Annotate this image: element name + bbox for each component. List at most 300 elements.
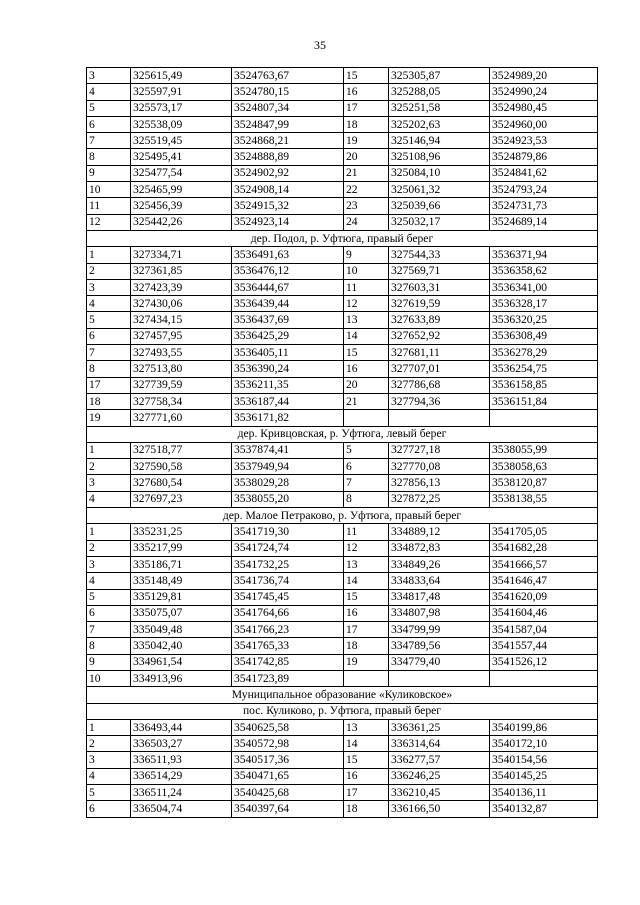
point-number: 5: [87, 589, 131, 605]
x-coordinate: 327771,60: [131, 410, 232, 426]
point-number: 2: [87, 459, 131, 475]
point-number: 11: [344, 524, 389, 540]
y-coordinate: 3541526,12: [490, 654, 598, 670]
y-coordinate: 3524731,73: [490, 198, 598, 214]
y-coordinate: 3541764,66: [232, 605, 344, 621]
x-coordinate: 334872,83: [389, 540, 490, 556]
point-number: 17: [344, 100, 389, 116]
x-coordinate: 335148,49: [131, 573, 232, 589]
y-coordinate: 3536476,12: [232, 263, 344, 279]
point-number: 7: [87, 345, 131, 361]
x-coordinate: 327569,71: [389, 263, 490, 279]
x-coordinate: 325615,49: [131, 68, 232, 84]
y-coordinate: 3538055,20: [232, 491, 344, 507]
x-coordinate: 327430,06: [131, 296, 232, 312]
point-number: 13: [344, 719, 389, 735]
y-coordinate: 3540145,25: [490, 768, 598, 784]
y-coordinate: 3524902,92: [232, 165, 344, 181]
x-coordinate: 334889,12: [389, 524, 490, 540]
point-number: 12: [344, 296, 389, 312]
y-coordinate: 3536439,44: [232, 296, 344, 312]
table-row: [87, 214, 598, 230]
y-coordinate: 3524989,20: [490, 68, 598, 84]
y-coordinate: 3536320,25: [490, 312, 598, 328]
table-row: [87, 638, 598, 654]
point-number: 3: [87, 556, 131, 572]
table-row: [87, 540, 598, 556]
point-number: 6: [87, 116, 131, 132]
y-coordinate: 3540132,87: [490, 801, 598, 817]
y-coordinate: 3538055,99: [490, 442, 598, 458]
y-coordinate: 3524807,34: [232, 100, 344, 116]
table-row: [87, 328, 598, 344]
x-coordinate: 325465,99: [131, 182, 232, 198]
y-coordinate: 3536151,84: [490, 393, 598, 409]
point-number: 20: [344, 149, 389, 165]
point-number: 5: [87, 312, 131, 328]
point-number: 4: [87, 84, 131, 100]
x-coordinate: 327334,71: [131, 247, 232, 263]
point-number: 24: [344, 214, 389, 230]
point-number: 15: [344, 68, 389, 84]
y-coordinate: 3536328,17: [490, 296, 598, 312]
point-number: 13: [344, 556, 389, 572]
y-coordinate: 3541736,74: [232, 573, 344, 589]
table-row: [87, 263, 598, 279]
table-row: [87, 84, 598, 100]
y-coordinate: 3541766,23: [232, 622, 344, 638]
y-coordinate: 3541742,85: [232, 654, 344, 670]
x-coordinate: 325108,96: [389, 149, 490, 165]
y-coordinate: 3524960,00: [490, 116, 598, 132]
x-coordinate: 327652,92: [389, 328, 490, 344]
x-coordinate: 336246,25: [389, 768, 490, 784]
x-coordinate: 327544,33: [389, 247, 490, 263]
y-coordinate: 3540572,98: [232, 736, 344, 752]
x-coordinate: 327513,80: [131, 361, 232, 377]
y-coordinate: 3524763,67: [232, 68, 344, 84]
x-coordinate: 327770,08: [389, 459, 490, 475]
point-number: [344, 670, 389, 686]
x-coordinate: 327707,01: [389, 361, 490, 377]
point-number: 17: [344, 785, 389, 801]
y-coordinate: 3541666,57: [490, 556, 598, 572]
page-number: 35: [314, 38, 326, 52]
point-number: 15: [344, 345, 389, 361]
point-number: 16: [344, 361, 389, 377]
y-coordinate: 3536254,75: [490, 361, 598, 377]
x-coordinate: 327856,13: [389, 475, 490, 491]
x-coordinate: 325597,91: [131, 84, 232, 100]
table-row: [87, 459, 598, 475]
y-coordinate: 3541732,25: [232, 556, 344, 572]
table-row: [87, 377, 598, 393]
x-coordinate: 325442,26: [131, 214, 232, 230]
x-coordinate: 334789,56: [389, 638, 490, 654]
point-number: 8: [87, 361, 131, 377]
y-coordinate: 3541723,89: [232, 670, 344, 686]
point-number: 2: [87, 263, 131, 279]
table-row: [87, 312, 598, 328]
point-number: 11: [344, 279, 389, 295]
x-coordinate: 327619,59: [389, 296, 490, 312]
y-coordinate: 3541620,09: [490, 589, 598, 605]
y-coordinate: 3540471,65: [232, 768, 344, 784]
x-coordinate: 325251,58: [389, 100, 490, 116]
y-coordinate: [490, 410, 598, 426]
point-number: 6: [344, 459, 389, 475]
point-number: 15: [344, 752, 389, 768]
y-coordinate: 3538058,63: [490, 459, 598, 475]
y-coordinate: 3541745,45: [232, 589, 344, 605]
x-coordinate: 334799,99: [389, 622, 490, 638]
y-coordinate: 3524879,86: [490, 149, 598, 165]
x-coordinate: 327603,31: [389, 279, 490, 295]
point-number: 17: [87, 377, 131, 393]
y-coordinate: 3536278,29: [490, 345, 598, 361]
table-row: [87, 605, 598, 621]
y-coordinate: 3536171,82: [232, 410, 344, 426]
point-number: 23: [344, 198, 389, 214]
table-row: [87, 719, 598, 735]
y-coordinate: 3536158,85: [490, 377, 598, 393]
table-row: [87, 442, 598, 458]
point-number: 1: [87, 524, 131, 540]
x-coordinate: 325288,05: [389, 84, 490, 100]
point-number: 5: [87, 785, 131, 801]
x-coordinate: 334833,64: [389, 573, 490, 589]
y-coordinate: 3541604,46: [490, 605, 598, 621]
point-number: 4: [87, 491, 131, 507]
x-coordinate: 327680,54: [131, 475, 232, 491]
section-row: [87, 508, 598, 524]
y-coordinate: 3540172,10: [490, 736, 598, 752]
x-coordinate: 327872,25: [389, 491, 490, 507]
y-coordinate: 3540517,36: [232, 752, 344, 768]
point-number: 6: [87, 801, 131, 817]
x-coordinate: 335129,81: [131, 589, 232, 605]
point-number: 12: [344, 540, 389, 556]
y-coordinate: 3540625,58: [232, 719, 344, 735]
section-heading: дер. Кривцовская, р. Уфтюга, левый берег: [87, 426, 598, 442]
y-coordinate: 3536405,11: [232, 345, 344, 361]
x-coordinate: 327697,23: [131, 491, 232, 507]
section-row: [87, 426, 598, 442]
x-coordinate: 325456,39: [131, 198, 232, 214]
y-coordinate: 3538138,55: [490, 491, 598, 507]
y-coordinate: 3524908,14: [232, 182, 344, 198]
y-coordinate: 3536341,00: [490, 279, 598, 295]
y-coordinate: 3524888,89: [232, 149, 344, 165]
point-number: 15: [344, 589, 389, 605]
y-coordinate: 3524868,21: [232, 133, 344, 149]
point-number: 8: [344, 491, 389, 507]
y-coordinate: 3536371,94: [490, 247, 598, 263]
table-row: [87, 133, 598, 149]
x-coordinate: 335042,40: [131, 638, 232, 654]
point-number: 9: [87, 654, 131, 670]
y-coordinate: 3536358,62: [490, 263, 598, 279]
point-number: 13: [344, 312, 389, 328]
table-row: [87, 589, 598, 605]
table-row: [87, 279, 598, 295]
x-coordinate: 325202,63: [389, 116, 490, 132]
table-row: [87, 491, 598, 507]
x-coordinate: 336511,93: [131, 752, 232, 768]
x-coordinate: 327590,58: [131, 459, 232, 475]
point-number: 1: [87, 719, 131, 735]
x-coordinate: 327434,15: [131, 312, 232, 328]
point-number: 14: [344, 328, 389, 344]
y-coordinate: 3524990,24: [490, 84, 598, 100]
x-coordinate: 334913,96: [131, 670, 232, 686]
point-number: 6: [87, 605, 131, 621]
x-coordinate: 334779,40: [389, 654, 490, 670]
y-coordinate: 3536491,63: [232, 247, 344, 263]
y-coordinate: 3524923,53: [490, 133, 598, 149]
point-number: 18: [344, 638, 389, 654]
x-coordinate: 336493,44: [131, 719, 232, 735]
point-number: 10: [344, 263, 389, 279]
x-coordinate: 336277,57: [389, 752, 490, 768]
table-row: [87, 393, 598, 409]
x-coordinate: 334817,48: [389, 589, 490, 605]
y-coordinate: 3524689,14: [490, 214, 598, 230]
y-coordinate: 3541719,30: [232, 524, 344, 540]
table-row: [87, 475, 598, 491]
point-number: 14: [344, 736, 389, 752]
x-coordinate: 334807,98: [389, 605, 490, 621]
point-number: 3: [87, 68, 131, 84]
point-number: 1: [87, 442, 131, 458]
y-coordinate: 3536308,49: [490, 328, 598, 344]
point-number: 2: [87, 736, 131, 752]
x-coordinate: 325039,66: [389, 198, 490, 214]
table-row: [87, 345, 598, 361]
point-number: 10: [87, 182, 131, 198]
point-number: 21: [344, 393, 389, 409]
y-coordinate: 3524915,32: [232, 198, 344, 214]
y-coordinate: 3537874,41: [232, 442, 344, 458]
point-number: 18: [344, 801, 389, 817]
y-coordinate: 3524980,45: [490, 100, 598, 116]
x-coordinate: 325477,54: [131, 165, 232, 181]
table-row: [87, 556, 598, 572]
table-row: [87, 654, 598, 670]
table-row: [87, 68, 598, 84]
table-row: [87, 736, 598, 752]
x-coordinate: 336210,45: [389, 785, 490, 801]
x-coordinate: 325305,87: [389, 68, 490, 84]
point-number: 3: [87, 752, 131, 768]
y-coordinate: 3538120,87: [490, 475, 598, 491]
x-coordinate: 327457,95: [131, 328, 232, 344]
point-number: 18: [87, 393, 131, 409]
x-coordinate: 325061,32: [389, 182, 490, 198]
point-number: 7: [344, 475, 389, 491]
table-row: [87, 524, 598, 540]
point-number: 3: [87, 475, 131, 491]
y-coordinate: 3541557,44: [490, 638, 598, 654]
point-number: 20: [344, 377, 389, 393]
point-number: 5: [344, 442, 389, 458]
point-number: 22: [344, 182, 389, 198]
table-row: [87, 165, 598, 181]
point-number: 16: [344, 768, 389, 784]
y-coordinate: 3524780,15: [232, 84, 344, 100]
x-coordinate: 327739,59: [131, 377, 232, 393]
x-coordinate: 327786,68: [389, 377, 490, 393]
section-row: [87, 703, 598, 719]
table-row: [87, 622, 598, 638]
point-number: 10: [87, 670, 131, 686]
x-coordinate: 327518,77: [131, 442, 232, 458]
y-coordinate: 3536444,67: [232, 279, 344, 295]
x-coordinate: 327423,39: [131, 279, 232, 295]
point-number: 4: [87, 768, 131, 784]
x-coordinate: 327727,18: [389, 442, 490, 458]
point-number: 16: [344, 605, 389, 621]
x-coordinate: 336361,25: [389, 719, 490, 735]
y-coordinate: 3541724,74: [232, 540, 344, 556]
x-coordinate: 335075,07: [131, 605, 232, 621]
table-row: [87, 149, 598, 165]
y-coordinate: 3541765,33: [232, 638, 344, 654]
point-number: 19: [344, 133, 389, 149]
point-number: 17: [344, 622, 389, 638]
x-coordinate: [389, 410, 490, 426]
table-row: [87, 296, 598, 312]
point-number: 11: [87, 198, 131, 214]
x-coordinate: 325032,17: [389, 214, 490, 230]
table-row: [87, 573, 598, 589]
y-coordinate: 3541705,05: [490, 524, 598, 540]
y-coordinate: 3541682,28: [490, 540, 598, 556]
y-coordinate: 3524847,99: [232, 116, 344, 132]
x-coordinate: 325146,94: [389, 133, 490, 149]
point-number: 2: [87, 540, 131, 556]
x-coordinate: 336504,74: [131, 801, 232, 817]
x-coordinate: 327633,89: [389, 312, 490, 328]
y-coordinate: 3540425,68: [232, 785, 344, 801]
y-coordinate: 3536437,69: [232, 312, 344, 328]
point-number: 8: [87, 149, 131, 165]
y-coordinate: [490, 670, 598, 686]
x-coordinate: 327758,34: [131, 393, 232, 409]
point-number: 16: [344, 84, 389, 100]
table-row: [87, 100, 598, 116]
y-coordinate: 3541587,04: [490, 622, 598, 638]
x-coordinate: [389, 670, 490, 686]
table-row: [87, 410, 598, 426]
y-coordinate: 3537949,94: [232, 459, 344, 475]
point-number: [344, 410, 389, 426]
x-coordinate: 325519,45: [131, 133, 232, 149]
section-heading: дер. Малое Петраково, р. Уфтюга, правый берег: [87, 508, 598, 524]
point-number: 21: [344, 165, 389, 181]
x-coordinate: 327681,11: [389, 345, 490, 361]
table-row: [87, 801, 598, 817]
x-coordinate: 325084,10: [389, 165, 490, 181]
point-number: 14: [344, 573, 389, 589]
table-row: [87, 785, 598, 801]
table-row: [87, 198, 598, 214]
coordinates-table: [86, 67, 598, 818]
x-coordinate: 325573,17: [131, 100, 232, 116]
x-coordinate: 336514,29: [131, 768, 232, 784]
y-coordinate: 3541646,47: [490, 573, 598, 589]
table-row: [87, 752, 598, 768]
table-row: [87, 670, 598, 686]
y-coordinate: 3524923,14: [232, 214, 344, 230]
x-coordinate: 334849,26: [389, 556, 490, 572]
y-coordinate: 3536211,35: [232, 377, 344, 393]
point-number: 3: [87, 279, 131, 295]
section-row: [87, 230, 598, 246]
x-coordinate: 336503,27: [131, 736, 232, 752]
point-number: 8: [87, 638, 131, 654]
y-coordinate: 3536425,29: [232, 328, 344, 344]
x-coordinate: 335186,71: [131, 556, 232, 572]
x-coordinate: 334961,54: [131, 654, 232, 670]
y-coordinate: 3540136,11: [490, 785, 598, 801]
table-row: [87, 361, 598, 377]
y-coordinate: 3540397,64: [232, 801, 344, 817]
point-number: 18: [344, 116, 389, 132]
x-coordinate: 336511,24: [131, 785, 232, 801]
point-number: 4: [87, 296, 131, 312]
table-row: [87, 768, 598, 784]
point-number: 9: [344, 247, 389, 263]
y-coordinate: 3536187,44: [232, 393, 344, 409]
section-heading: пос. Куликово, р. Уфтюга, правый берег: [87, 703, 598, 719]
table-row: [87, 116, 598, 132]
point-number: 19: [344, 654, 389, 670]
x-coordinate: 325495,41: [131, 149, 232, 165]
y-coordinate: 3536390,24: [232, 361, 344, 377]
point-number: 19: [87, 410, 131, 426]
x-coordinate: 335049,48: [131, 622, 232, 638]
point-number: 7: [87, 133, 131, 149]
y-coordinate: 3540154,56: [490, 752, 598, 768]
y-coordinate: 3524841,62: [490, 165, 598, 181]
point-number: 6: [87, 328, 131, 344]
point-number: 1: [87, 247, 131, 263]
x-coordinate: 327361,85: [131, 263, 232, 279]
coordinates-table-body: [87, 68, 598, 818]
section-heading: Муниципальное образование «Куликовское»: [87, 687, 598, 703]
point-number: 5: [87, 100, 131, 116]
point-number: 9: [87, 165, 131, 181]
x-coordinate: 325538,09: [131, 116, 232, 132]
x-coordinate: 335217,99: [131, 540, 232, 556]
point-number: 12: [87, 214, 131, 230]
point-number: 7: [87, 622, 131, 638]
x-coordinate: 327794,36: [389, 393, 490, 409]
point-number: 4: [87, 573, 131, 589]
y-coordinate: 3538029,28: [232, 475, 344, 491]
x-coordinate: 336314,64: [389, 736, 490, 752]
x-coordinate: 335231,25: [131, 524, 232, 540]
x-coordinate: 336166,50: [389, 801, 490, 817]
table-row: [87, 247, 598, 263]
y-coordinate: 3524793,24: [490, 182, 598, 198]
x-coordinate: 327493,55: [131, 345, 232, 361]
table-row: [87, 182, 598, 198]
section-heading: дер. Подол, р. Уфтюга, правый берег: [87, 230, 598, 246]
section-row: [87, 687, 598, 703]
y-coordinate: 3540199,86: [490, 719, 598, 735]
